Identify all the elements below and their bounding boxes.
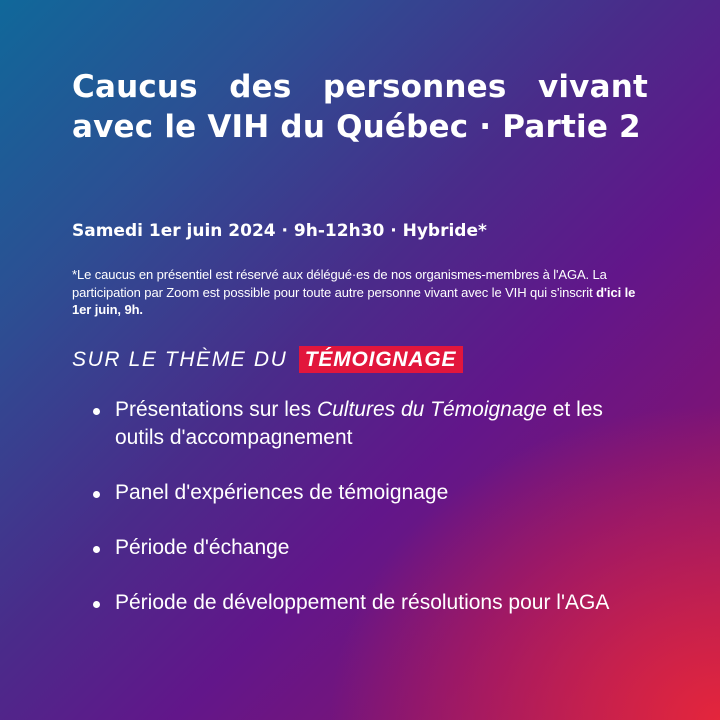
registration-note-text: *Le caucus en présentiel est réservé aux délégué·es de nos organismes-membres à l'AGA. La participation par Zoom est possible pour toute autre personne vivant avec le VIH qui s'inscrit [72, 267, 607, 300]
program-item-text: Présentations sur les [115, 398, 317, 421]
program-item [93, 589, 653, 617]
program-list [93, 396, 653, 644]
theme-prefix: SUR LE THÈME DU [72, 348, 288, 371]
program-item-text: Période de développement de résolutions pour l'AGA [115, 591, 610, 614]
bullet-dot-icon [93, 546, 100, 553]
program-item-italic: Cultures du Témoignage [316, 398, 547, 421]
program-item-text-end: et les outils d'accompagnement [115, 398, 603, 449]
program-item [93, 396, 653, 452]
program-item [93, 534, 653, 562]
bullet-dot-icon [93, 491, 100, 498]
theme-heading [72, 345, 463, 375]
program-item-text: Panel d'expériences de témoignage [115, 481, 449, 504]
event-date-time: Samedi 1er juin 2024 · 9h-12h30 · Hybride* [72, 221, 487, 241]
program-item-text: Période d'échange [115, 536, 290, 559]
registration-note [72, 266, 652, 319]
bullet-dot-icon [93, 601, 100, 608]
registration-deadline: d'ici le 1er juin, 9h. [72, 284, 636, 317]
theme-highlight: TÉMOIGNAGE [299, 346, 464, 373]
event-title: Caucus des personnes vivant avec le VIH du Québec · Partie 2 [72, 69, 648, 145]
bullet-dot-icon [93, 408, 100, 415]
program-item [93, 479, 653, 507]
